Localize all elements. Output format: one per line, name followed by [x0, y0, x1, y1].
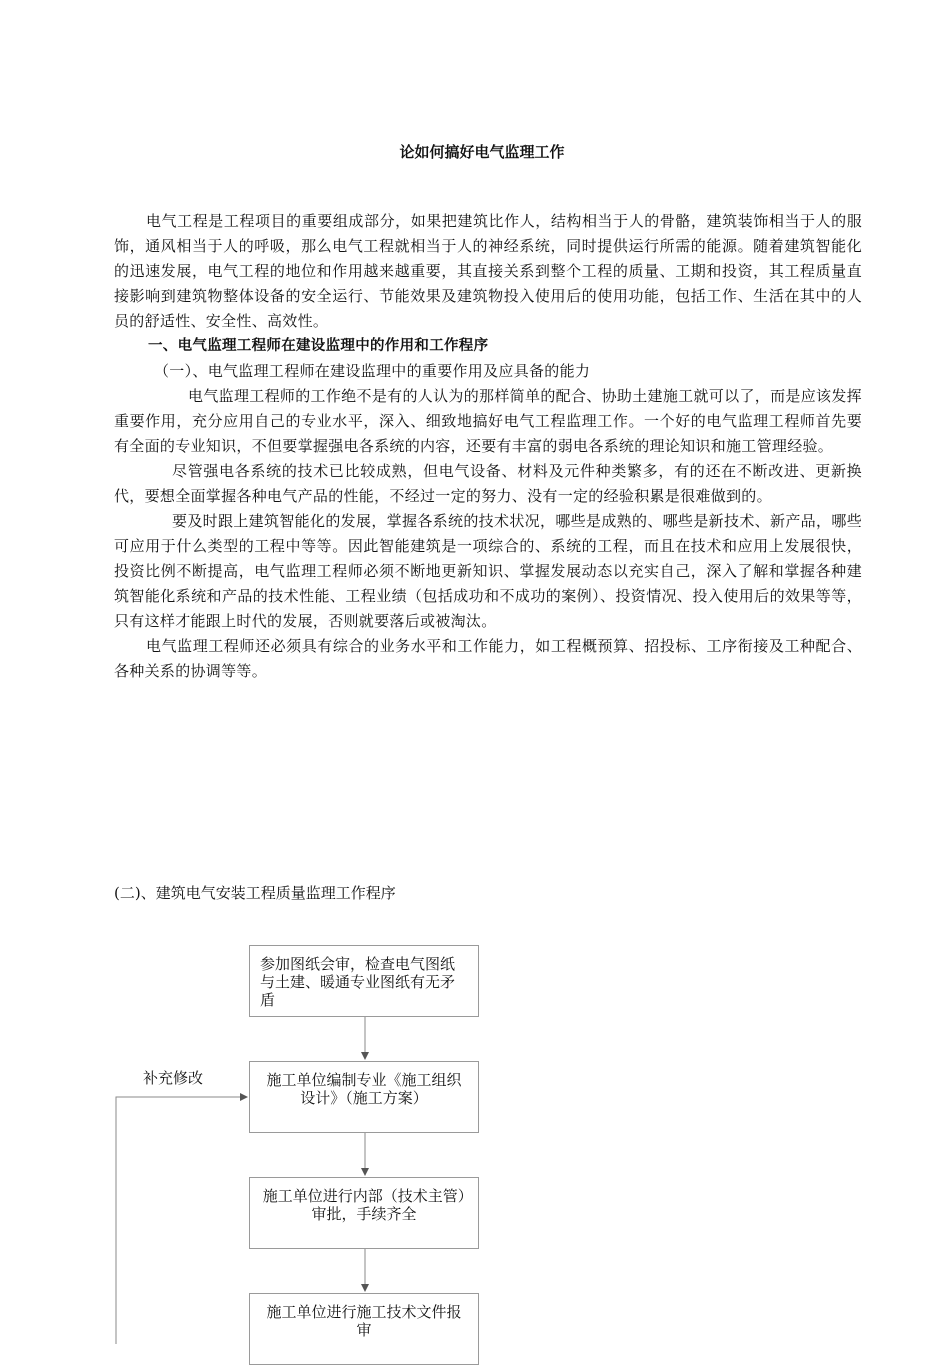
- document-title: 论如何搞好电气监理工作: [399, 143, 565, 161]
- feedback-loop-line: [116, 1097, 247, 1344]
- intro-paragraph: 电气工程是工程项目的重要组成部分，如果把建筑比作人，结构相当于人的骨骼，建筑装饰相当于人的服饰，通风相当于人的呼吸，那么电气工程就相当于人的神经系统，同时提供运行所需的能源。随着建筑智能化的迅速发展，电气工程的地位和作用越来越重要，其直接关系到整个工程的质量、工期和投资，其工程质量直接影响到建筑物整体设备的安全运行、节能效果及建筑物投入使用后的使用功能，包括工作、生活在其中的人员的舒适性、安全性、高效性。: [114, 212, 862, 330]
- flow-step-text: 施工单位编制专业《施工组织设计》（施工方案）: [266, 1071, 462, 1107]
- body-paragraph-2: 尽管强电各系统的技术已比较成熟，但电气设备、材料及元件种类繁多，有的还在不断改进、更新换代，要想全面掌握各种电气产品的性能，不经过一定的努力、没有一定的经验积累是很难做到的。: [114, 462, 862, 505]
- body-paragraph-3: 要及时跟上建筑智能化的发展，掌握各系统的技术状况，哪些是成熟的、哪些是新技术、新产品，哪些可应用于什么类型的工程中等等。因此智能建筑是一项综合的、系统的工程，而且在技术和应用上发展很快，投资比例不断提高，电气监理工程师必须不断地更新知识、掌握发展动态以充实自己，深入了解和掌握各种建筑智能化系统和产品的技术性能、工程业绩（包括成功和不成功的案例）、投资情况、投入使用后的效果等等，只有这样才能跟上时代的发展，否则就要落后或被淘汰。: [114, 512, 862, 630]
- section-heading-1: 一、电气监理工程师在建设监理中的作用和工作程序: [148, 338, 489, 354]
- flow-step-internal-approval: [249, 1177, 479, 1249]
- flow-step-text: 施工单位进行施工技术文件报审: [266, 1303, 462, 1339]
- flow-step-document-submission: [249, 1293, 479, 1365]
- flow-step-text: 施工单位进行内部（技术主管）审批，手续齐全: [262, 1187, 466, 1223]
- revise-label: 补充修改: [143, 1069, 204, 1087]
- flow-step-drawing-review: [249, 945, 479, 1017]
- flow-step-construction-plan: [249, 1061, 479, 1133]
- body-paragraph-1: 电气监理工程师的工作绝不是有的人认为的那样简单的配合、协助土建施工就可以了，而是应该发挥重要作用，充分应用自己的专业水平，深入、细致地搞好电气工程监理工作。一个好的电气监理工程师首先要有全面的专业知识，不但要掌握强电各系统的内容，还要有丰富的弱电各系统的理论知识和施工管理经验。: [114, 387, 862, 455]
- subsection-heading-1: （一）、电气监理工程师在建设监理中的重要作用及应具备的能力: [154, 362, 591, 380]
- subsection-heading-2: (二)、建筑电气安装工程质量监理工作程序: [114, 884, 396, 902]
- flow-step-text: 参加图纸会审，检查电气图纸与土建、暖通专业图纸有无矛盾: [260, 955, 456, 1009]
- body-paragraph-4: 电气监理工程师还必须具有综合的业务水平和工作能力，如工程概预算、招投标、工序衔接及工种配合、各种关系的协调等等。: [114, 637, 862, 680]
